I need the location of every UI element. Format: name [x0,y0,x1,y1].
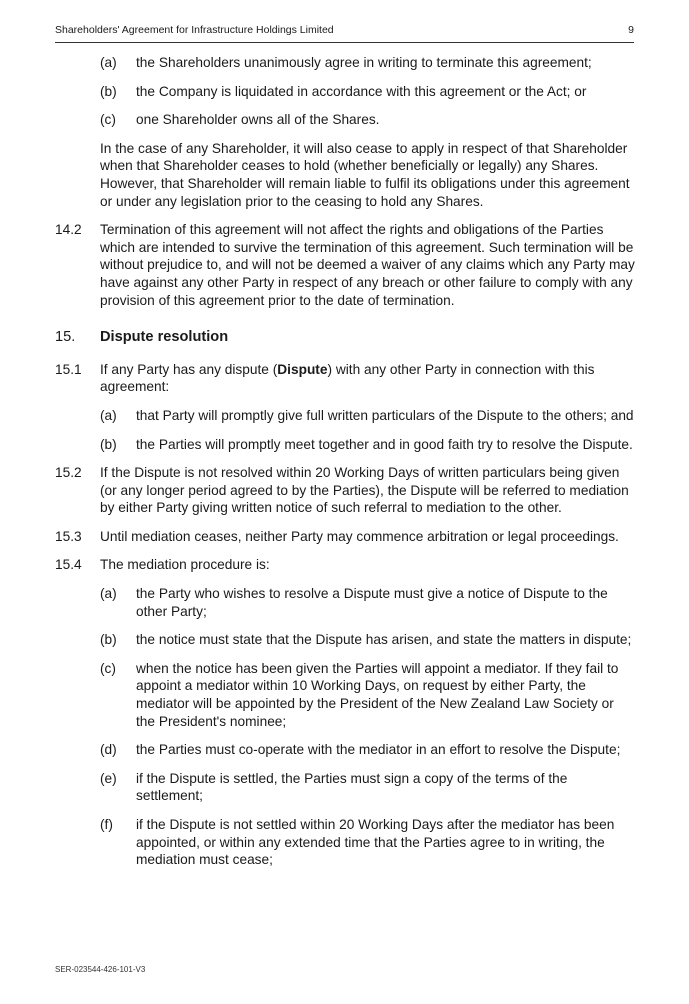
document-title: Shareholders' Agreement for Infrastructure Holdings Limited [55,24,334,36]
item-label: (e) [100,770,117,786]
clause-text: If the Dispute is not resolved within 20 Working Days of written particulars being given (or any longer period agreed to by the Parties), the Dispute will be referred to mediation by either Party giving written notice of such referral to mediation to the other. [100,465,629,516]
item-text: the Shareholders unanimously agree in writing to terminate this agreement; [136,55,592,70]
item-text: if the Dispute is not settled within 20 Working Days after the mediator has been appointed, or within any extended time that the Parties agree to in writing, the mediation must cease; [136,817,615,868]
clause-14-2 [55,221,635,309]
page-header [55,24,634,43]
page-number: 9 [628,24,634,36]
item-label: (b) [100,436,117,452]
document-body [55,54,635,880]
clause-15-4 [55,556,635,574]
list-item [100,407,635,425]
document-reference: SER-023544-426-101-V3 [55,965,146,974]
item-text: the Company is liquidated in accordance with this agreement or the Act; or [136,83,587,99]
list-item [100,585,635,620]
item-text: the notice must state that the Dispute has arisen, and state the matters in dispute; [136,632,632,648]
list-item [100,770,635,805]
list-item [100,631,635,649]
list-item [100,816,635,869]
clause-15-2 [55,464,635,517]
clause-number: 14.2 [55,222,82,238]
item-text: when the notice has been given the Parties will appoint a mediator. If they fail to appoint a mediator within 10 Working Days, on request by either Party, the mediator will be appointed by the President of the New Zealand Law Society or the President's nominee; [136,660,619,729]
item-text: the Party who wishes to resolve a Dispute must give a notice of Dispute to the other Party; [136,586,608,619]
section-number: 15. [55,329,76,346]
item-label: (a) [100,407,117,423]
item-text: the Parties must co-operate with the mediator in an effort to resolve the Dispute; [136,742,621,758]
defined-term: Dispute [277,361,328,377]
list-item [100,54,635,72]
list-item [100,83,635,101]
clause-15-3 [55,528,635,546]
clause-text: Termination of this agreement will not affect the rights and obligations of the Parties which are intended to survive the termination of this agreement. Such termination will be without prejudice to, and will not be deemed a waiver of any claims which any Party may have against any other Party in respect of any breach or other failure to comply with any provision of this agreement prior to the date of termination. [100,222,635,308]
item-text: if the Dispute is settled, the Parties must sign a copy of the terms of the settlement; [136,770,568,804]
paragraph: In the case of any Shareholder, it will also cease to apply in respect of that Shareholder when that Shareholder ceases to hold (whether beneficially or legally) any Shares. However, that Shareholder will remain liable to fulfil its obligations under this agreement or under any legislation prior to the ceasing to hold any Shares. [100,140,630,209]
item-text: the Parties will promptly meet together and in good faith try to resolve the Dispute. [136,436,633,452]
item-label: (a) [100,586,117,602]
clause-text: Until mediation ceases, neither Party may commence arbitration or legal proceedings. [100,528,619,544]
clause-15-1 [55,361,635,396]
clause-text: The mediation procedure is: [100,557,270,573]
clause-number: 15.1 [55,361,82,377]
item-label: (c) [100,660,116,676]
list-item [100,436,635,454]
clause-number: 15.3 [55,528,82,544]
list-item [100,660,635,730]
section-heading [55,329,635,347]
item-label: (b) [100,83,117,99]
clause-text: If any Party has any dispute (Dispute) with any other Party in connection with this agreement: [100,361,595,395]
section-title: Dispute resolution [100,329,229,346]
list-item [100,741,635,759]
item-label: (d) [100,742,117,758]
item-text: one Shareholder owns all of the Shares. [136,112,380,128]
item-label: (f) [100,817,113,832]
clause-number: 15.2 [55,465,82,481]
item-text: that Party will promptly give full written particulars of the Dispute to the others; and [136,407,634,423]
item-label: (b) [100,632,117,648]
item-label: (a) [100,55,117,70]
clause-number: 15.4 [55,557,82,573]
list-item [100,111,635,129]
item-label: (c) [100,112,116,128]
